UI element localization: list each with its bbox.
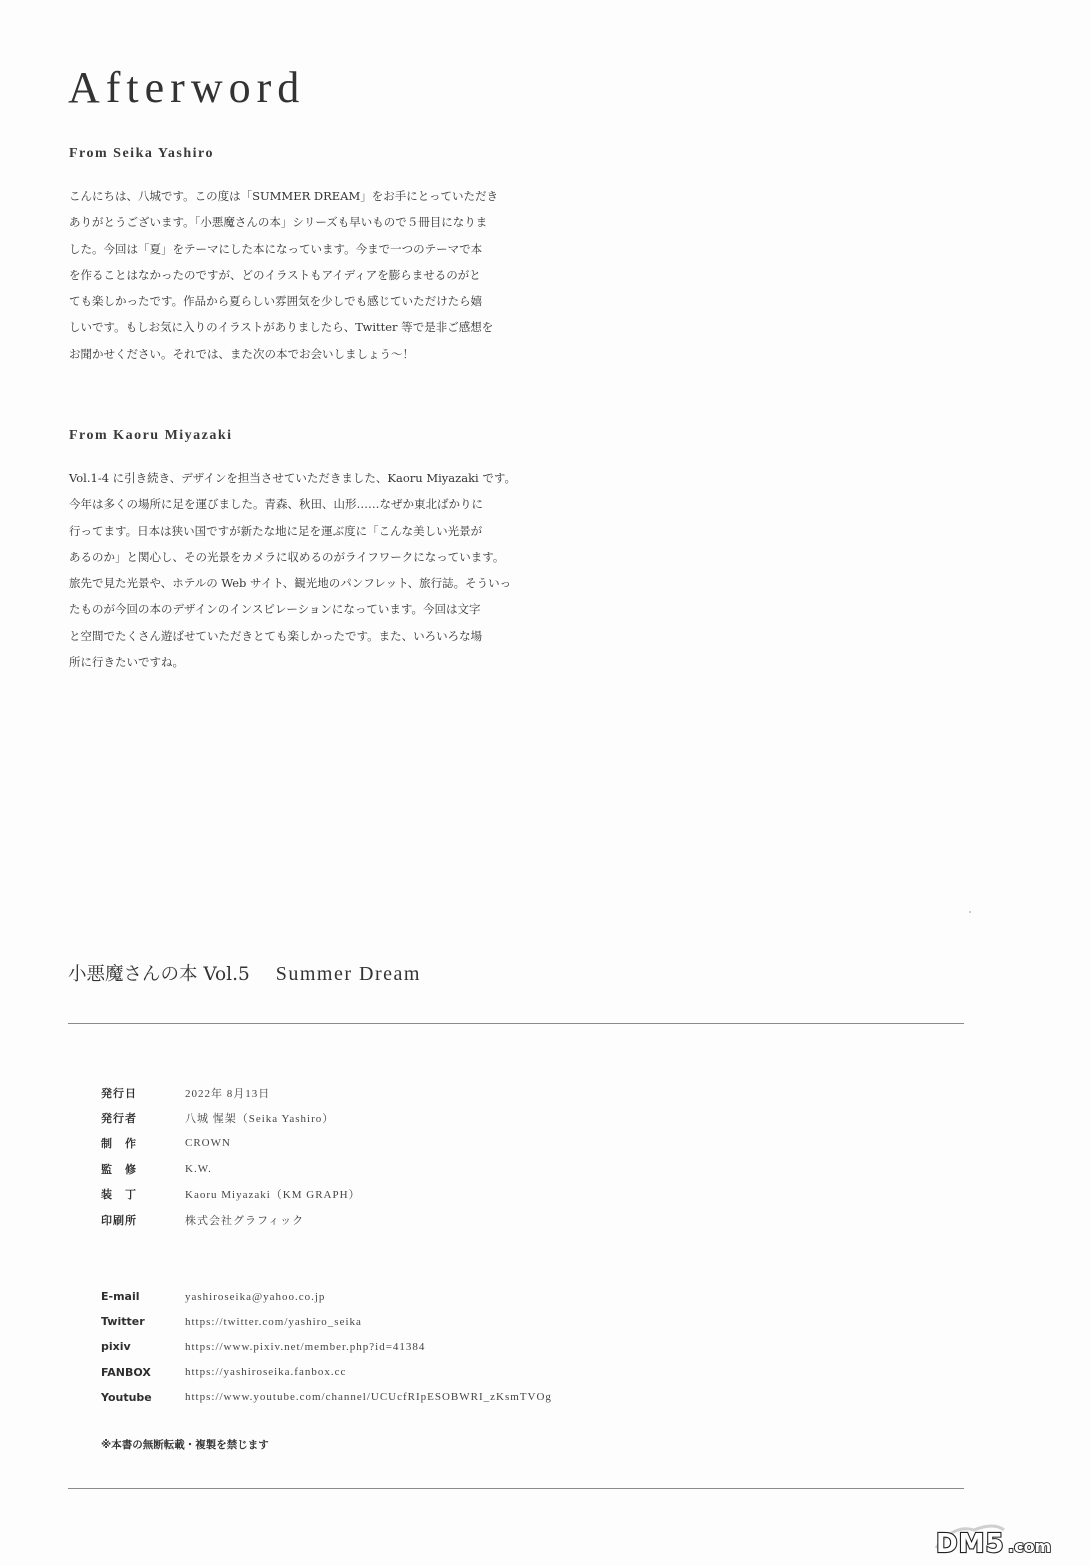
- paragraph-line: ても楽しかったです。作品から夏らしい雰囲気を少しでも感じていただけたら嬉: [69, 294, 483, 309]
- contact-row-youtube: [101, 1385, 552, 1410]
- contact-table: [101, 1284, 552, 1410]
- afterword-paragraph-seika: [69, 183, 519, 367]
- info-value: 八城 惺架（Seika Yashiro）: [185, 1113, 335, 1126]
- info-key: 印刷所: [101, 1213, 137, 1227]
- contact-row-email: [101, 1284, 552, 1309]
- divider: [68, 1488, 964, 1489]
- paragraph-line: した。今回は「夏」をテーマにした本になっています。今まで一つのテーマで本: [69, 241, 483, 256]
- youtube-link[interactable]: https://www.youtube.com/channel/UCUcfRIpESOBWRI_zKsmTVOg: [185, 1391, 552, 1404]
- info-key: 監 修: [101, 1162, 137, 1176]
- paragraph-line: 所に行きたいですね。: [69, 655, 184, 670]
- copyright-notice: ※本書の無断転載・複製を禁じます: [101, 1439, 269, 1451]
- info-value: CROWN: [185, 1137, 231, 1150]
- paragraph-line: 行ってます。日本は狭い国ですが新たな地に足を運ぶ度に「こんな美しい光景が: [69, 523, 483, 538]
- contact-key: pixiv: [101, 1340, 131, 1354]
- info-value: 株式会社グラフィック: [185, 1214, 305, 1227]
- contact-row-pixiv: [101, 1334, 552, 1359]
- contact-row-twitter: [101, 1309, 552, 1334]
- fanbox-link[interactable]: https://yashiroseika.fanbox.cc: [185, 1366, 347, 1379]
- book-subtitle: Summer Dream: [275, 963, 421, 985]
- paragraph-line: と空間でたくさん遊ばせていただきとても楽しかったです。また、いろいろな場: [69, 628, 483, 643]
- svg-text:.com: .com: [1008, 1537, 1052, 1556]
- info-row: [101, 1207, 361, 1232]
- dm5-watermark-logo: [934, 1518, 1076, 1558]
- paragraph-line: を作ることはなかったのですが、どのイラストもアイディアを膨らませるのがと: [69, 267, 481, 282]
- afterword-paragraph-kaoru: [69, 465, 519, 675]
- paragraph-line: お聞かせください。それでは、また次の本でお会いしましょう〜！: [69, 346, 414, 361]
- book-title: [68, 960, 421, 986]
- info-key: 装 丁: [101, 1188, 137, 1202]
- colophon-info-table: [101, 1080, 361, 1232]
- paper-speck: [969, 911, 971, 913]
- book-title-main: 小悪魔さんの本 Vol.5: [68, 964, 250, 985]
- info-key: 発行日: [101, 1086, 137, 1100]
- info-row: [101, 1105, 361, 1130]
- paragraph-line: 旅先で見た光景や、ホテルの Web サイト、観光地のパンフレット、旅行誌。そういっ: [69, 576, 512, 591]
- paragraph-line: ありがとうございます。「小悪魔さんの本」シリーズも早いもので５冊目になりま: [69, 215, 488, 230]
- paragraph-line: 今年は多くの場所に足を運びました。青森、秋田、山形……なぜか東北ばかりに: [69, 497, 483, 512]
- twitter-link[interactable]: https://twitter.com/yashiro_seika: [185, 1315, 362, 1328]
- contact-key: Youtube: [101, 1390, 152, 1404]
- svg-text:DM5: DM5: [936, 1529, 1005, 1558]
- paragraph-line: Vol.1-4 に引き続き、デザインを担当させていただきました、Kaoru Miyazaki です。: [69, 471, 516, 485]
- contact-row-fanbox: [101, 1360, 552, 1385]
- section-heading-seika: From Seika Yashiro: [69, 146, 214, 161]
- contact-key: FANBOX: [101, 1365, 151, 1379]
- page-title: Afterword: [68, 63, 306, 112]
- contact-key: E-mail: [101, 1290, 140, 1304]
- info-row: [101, 1182, 361, 1207]
- paragraph-line: あるのか」と関心し、その光景をカメラに収めるのがライフワークになっています。: [69, 549, 505, 564]
- info-row: [101, 1131, 361, 1156]
- info-row: [101, 1156, 361, 1181]
- section-heading-kaoru: From Kaoru Miyazaki: [69, 428, 233, 443]
- info-value: K.W.: [185, 1162, 212, 1175]
- info-key: 制 作: [101, 1137, 137, 1151]
- paragraph-line: こんにちは、八城です。この度は「SUMMER DREAM」をお手にとっていただき: [69, 189, 499, 203]
- contact-key: Twitter: [101, 1315, 145, 1329]
- divider: [68, 1023, 964, 1024]
- info-key: 発行者: [101, 1112, 137, 1126]
- email-link[interactable]: yashiroseika@yahoo.co.jp: [185, 1290, 326, 1303]
- paragraph-line: たものが今回の本のデザインのインスピレーションになっています。今回は文字: [69, 602, 481, 617]
- pixiv-link[interactable]: https://www.pixiv.net/member.php?id=41384: [185, 1340, 426, 1353]
- paragraph-line: しいです。もしお気に入りのイラストがありましたら、Twitter 等で是非ご感想を: [69, 320, 494, 335]
- info-value: 2022年 8月13日: [185, 1087, 271, 1100]
- info-value: Kaoru Miyazaki（KM GRAPH）: [185, 1189, 361, 1202]
- info-row: [101, 1080, 361, 1105]
